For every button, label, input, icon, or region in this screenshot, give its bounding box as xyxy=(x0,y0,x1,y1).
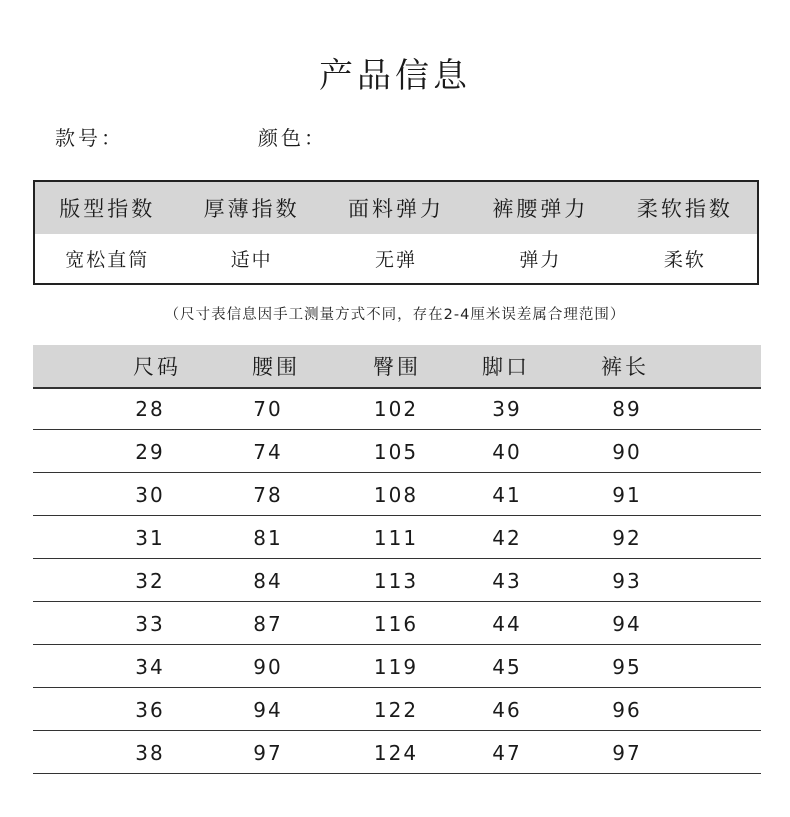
hip-cell: 105 xyxy=(373,440,419,464)
length-cell: 95 xyxy=(612,655,642,679)
size-cell: 32 xyxy=(135,569,165,593)
hip-cell: 108 xyxy=(373,483,419,507)
properties-header-row xyxy=(35,182,757,234)
waist-cell: 94 xyxy=(253,698,283,722)
softness-index-header: 柔软指数 xyxy=(636,197,733,221)
leg-opening-cell: 42 xyxy=(492,526,522,550)
leg-opening-cell: 46 xyxy=(492,698,522,722)
measurement-note: （尺寸表信息因手工测量方式不同，存在2-4厘米误差属合理范围） xyxy=(164,307,626,323)
table-row xyxy=(33,731,761,774)
size-cell: 28 xyxy=(135,397,165,421)
waistband-stretch-header: 裤腰弹力 xyxy=(492,197,589,221)
waist-cell: 97 xyxy=(253,741,283,765)
leg-opening-cell: 39 xyxy=(492,397,522,421)
size-cell: 30 xyxy=(135,483,165,507)
waistband-stretch-value: 弹力 xyxy=(519,249,562,271)
size-cell: 38 xyxy=(135,741,165,765)
table-row xyxy=(33,473,761,516)
table-row xyxy=(33,645,761,688)
fabric-stretch-header: 面料弹力 xyxy=(348,197,445,221)
waist-cell: 78 xyxy=(253,483,283,507)
hip-cell: 102 xyxy=(373,397,419,421)
hip-cell: 119 xyxy=(373,655,419,679)
color-label: 颜色： xyxy=(258,126,327,150)
table-row xyxy=(33,516,761,559)
waist-cell: 87 xyxy=(253,612,283,636)
model-number-label: 款号： xyxy=(55,126,124,150)
size-cell: 36 xyxy=(135,698,165,722)
page-title: 产品信息 xyxy=(319,56,471,96)
length-cell: 89 xyxy=(612,397,642,421)
waist-cell: 84 xyxy=(253,569,283,593)
table-row xyxy=(33,602,761,645)
waist-cell: 90 xyxy=(253,655,283,679)
properties-value-row xyxy=(35,234,757,283)
leg-opening-header: 脚口 xyxy=(482,355,530,379)
length-cell: 90 xyxy=(612,440,642,464)
waist-header: 腰围 xyxy=(252,355,300,379)
waist-cell: 81 xyxy=(253,526,283,550)
hip-cell: 111 xyxy=(373,526,419,550)
fit-index-header: 版型指数 xyxy=(59,197,156,221)
size-cell: 33 xyxy=(135,612,165,636)
hip-cell: 124 xyxy=(373,741,419,765)
thickness-index-header: 厚薄指数 xyxy=(203,197,300,221)
table-row xyxy=(33,559,761,602)
fabric-stretch-value: 无弹 xyxy=(375,249,418,271)
leg-opening-cell: 45 xyxy=(492,655,522,679)
length-cell: 94 xyxy=(612,612,642,636)
length-cell: 96 xyxy=(612,698,642,722)
size-table-header xyxy=(33,345,761,387)
thickness-index-value: 适中 xyxy=(230,249,273,271)
size-cell: 31 xyxy=(135,526,165,550)
fit-index-value: 宽松直筒 xyxy=(65,249,150,271)
size-cell: 34 xyxy=(135,655,165,679)
hip-cell: 122 xyxy=(373,698,419,722)
length-cell: 97 xyxy=(612,741,642,765)
size-header: 尺码 xyxy=(133,355,181,379)
leg-opening-cell: 41 xyxy=(492,483,522,507)
length-cell: 92 xyxy=(612,526,642,550)
length-cell: 93 xyxy=(612,569,642,593)
hip-cell: 113 xyxy=(373,569,419,593)
hip-cell: 116 xyxy=(373,612,419,636)
leg-opening-cell: 44 xyxy=(492,612,522,636)
size-table-body xyxy=(33,387,761,774)
leg-opening-cell: 47 xyxy=(492,741,522,765)
table-row xyxy=(33,387,761,430)
table-row xyxy=(33,430,761,473)
waist-cell: 70 xyxy=(253,397,283,421)
leg-opening-cell: 43 xyxy=(492,569,522,593)
waist-cell: 74 xyxy=(253,440,283,464)
table-row xyxy=(33,688,761,731)
hip-header: 臀围 xyxy=(373,355,421,379)
leg-opening-cell: 40 xyxy=(492,440,522,464)
softness-index-value: 柔软 xyxy=(663,249,706,271)
length-cell: 91 xyxy=(612,483,642,507)
length-header: 裤长 xyxy=(601,355,649,379)
size-cell: 29 xyxy=(135,440,165,464)
properties-table xyxy=(33,180,759,285)
